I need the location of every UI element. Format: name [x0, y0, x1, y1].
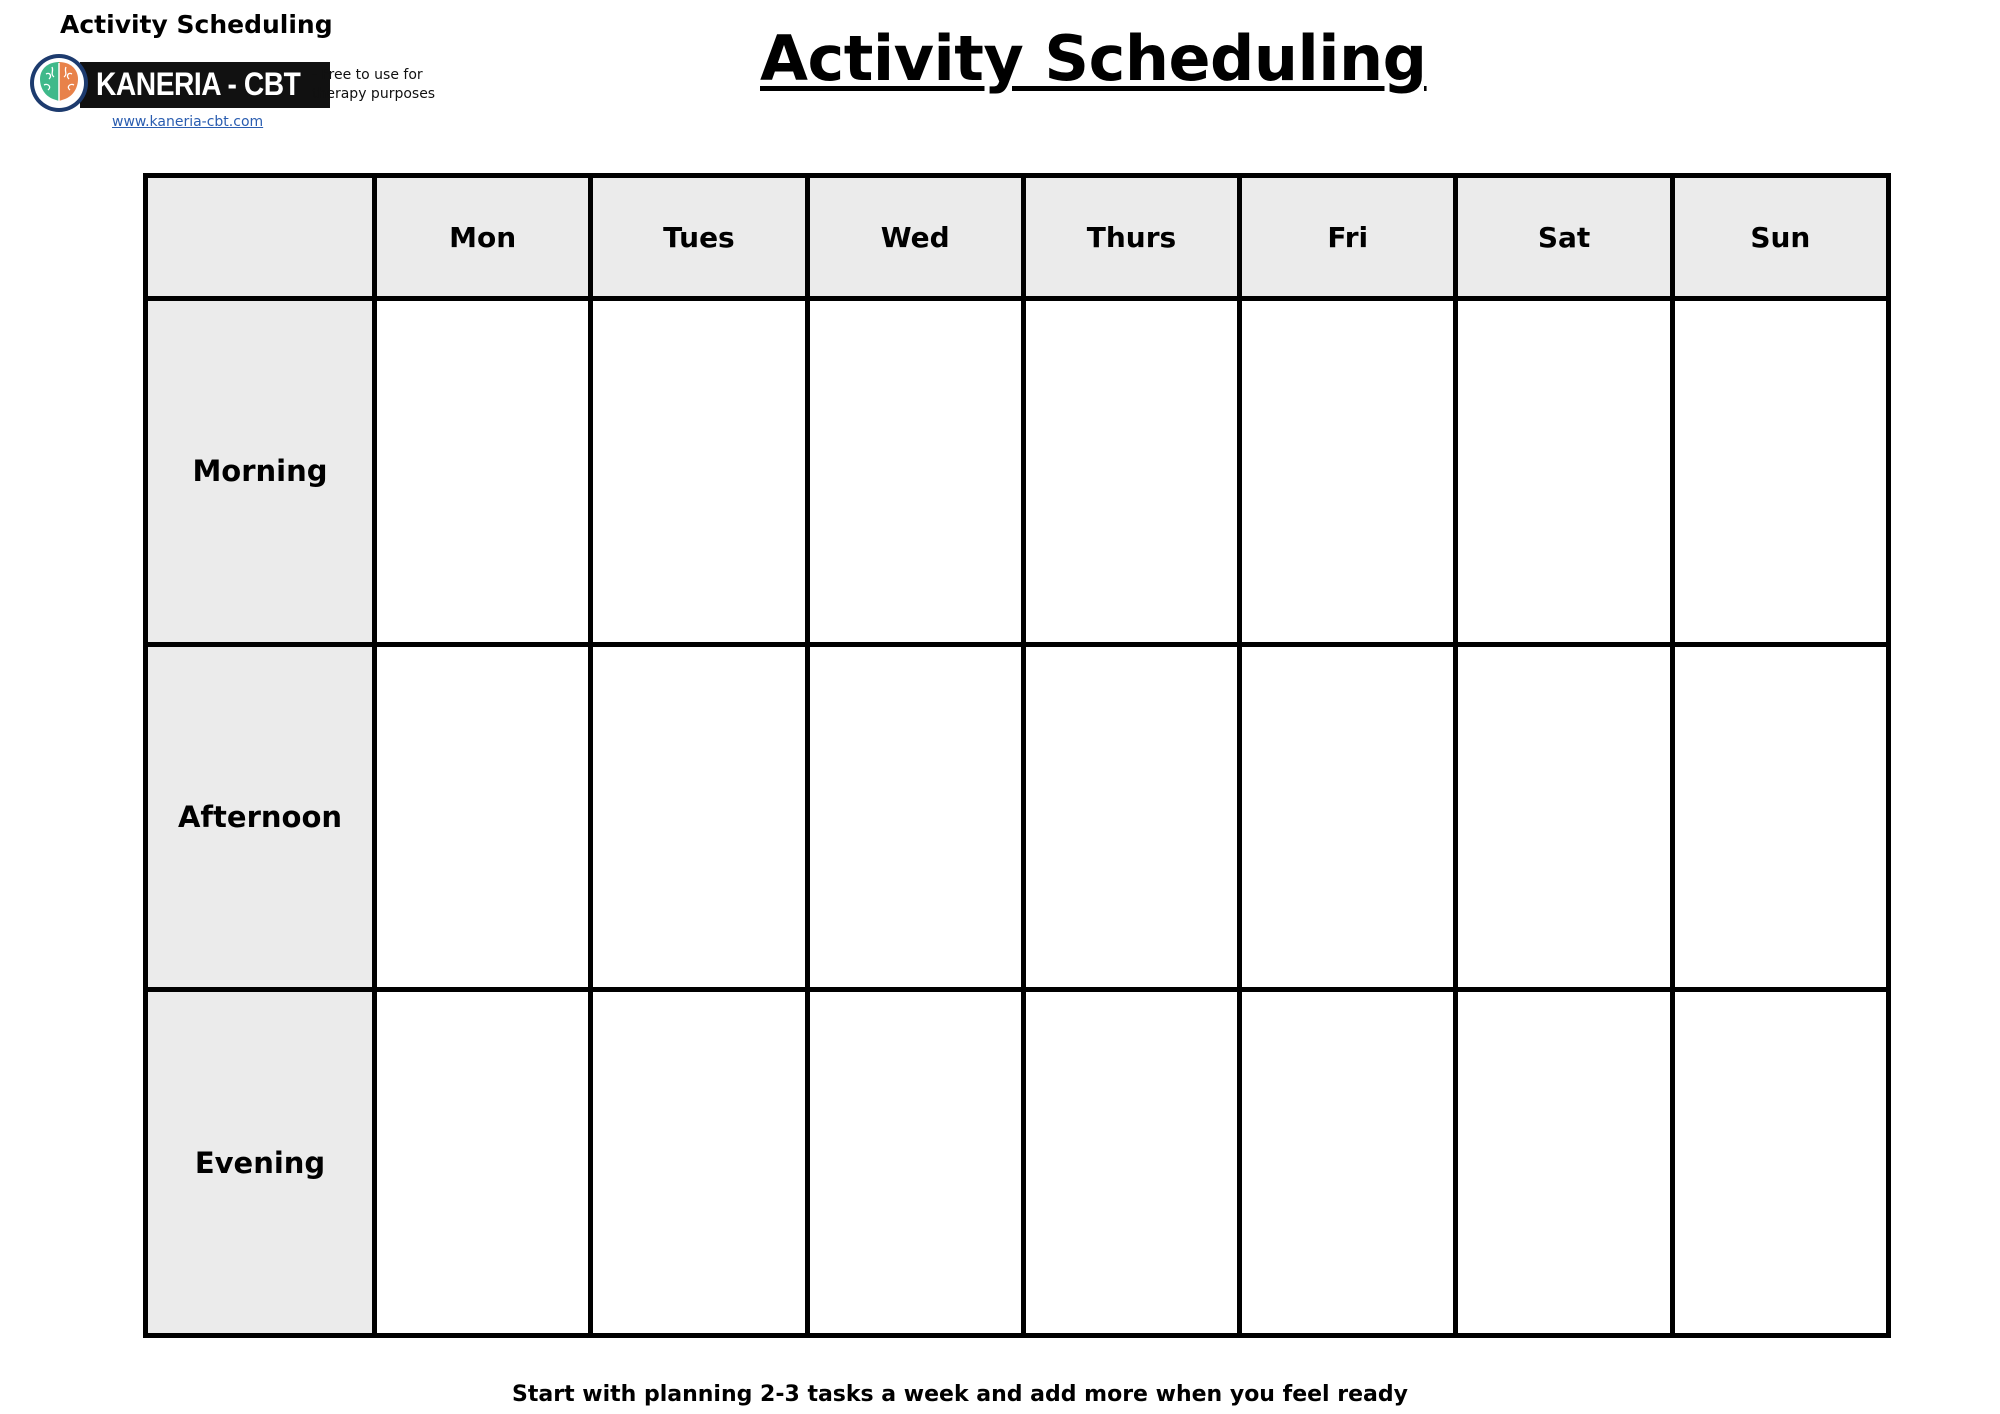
slot-evening-wed[interactable]	[807, 990, 1023, 1336]
page-title: Activity Scheduling	[760, 22, 1427, 95]
day-header-wed: Wed	[807, 176, 1023, 299]
day-header-fri: Fri	[1240, 176, 1456, 299]
slot-morning-thurs[interactable]	[1023, 299, 1239, 645]
day-header-mon: Mon	[375, 176, 591, 299]
day-header-tues: Tues	[591, 176, 807, 299]
period-label-evening: Evening	[146, 990, 375, 1336]
slot-morning-wed[interactable]	[807, 299, 1023, 645]
slot-afternoon-wed[interactable]	[807, 644, 1023, 990]
period-label-afternoon: Afternoon	[146, 644, 375, 990]
day-header-sun: Sun	[1672, 176, 1888, 299]
period-label-morning: Morning	[146, 299, 375, 645]
usage-note: - Free to use for therapy purposes	[312, 67, 436, 102]
day-header-sat: Sat	[1456, 176, 1672, 299]
period-row-evening	[146, 990, 1889, 1336]
slot-morning-fri[interactable]	[1240, 299, 1456, 645]
slot-evening-sun[interactable]	[1672, 990, 1888, 1336]
period-row-morning	[146, 299, 1889, 645]
slot-morning-sun[interactable]	[1672, 299, 1888, 645]
slot-afternoon-mon[interactable]	[375, 644, 591, 990]
slot-afternoon-sun[interactable]	[1672, 644, 1888, 990]
slot-afternoon-tues[interactable]	[591, 644, 807, 990]
period-row-afternoon	[146, 644, 1889, 990]
website-link[interactable]: www.kaneria-cbt.com	[112, 114, 264, 130]
corner-cell	[146, 176, 375, 299]
slot-afternoon-sat[interactable]	[1456, 644, 1672, 990]
header-small-title: Activity Scheduling	[60, 10, 333, 39]
schedule-table	[143, 173, 1891, 1338]
brand-logo	[28, 52, 308, 116]
slot-evening-mon[interactable]	[375, 990, 591, 1336]
day-header-thurs: Thurs	[1023, 176, 1239, 299]
slot-evening-fri[interactable]	[1240, 990, 1456, 1336]
slot-morning-tues[interactable]	[591, 299, 807, 645]
slot-afternoon-thurs[interactable]	[1023, 644, 1239, 990]
slot-morning-mon[interactable]	[375, 299, 591, 645]
slot-morning-sat[interactable]	[1456, 299, 1672, 645]
slot-evening-thurs[interactable]	[1023, 990, 1239, 1336]
brain-icon	[28, 52, 90, 114]
logo-text: KANERIA - CBT	[96, 66, 301, 102]
slot-evening-sat[interactable]	[1456, 990, 1672, 1336]
footer-note: Start with planning 2-3 tasks a week and add more when you feel ready	[512, 1382, 1408, 1407]
day-header-row	[146, 176, 1889, 299]
slot-evening-tues[interactable]	[591, 990, 807, 1336]
slot-afternoon-fri[interactable]	[1240, 644, 1456, 990]
